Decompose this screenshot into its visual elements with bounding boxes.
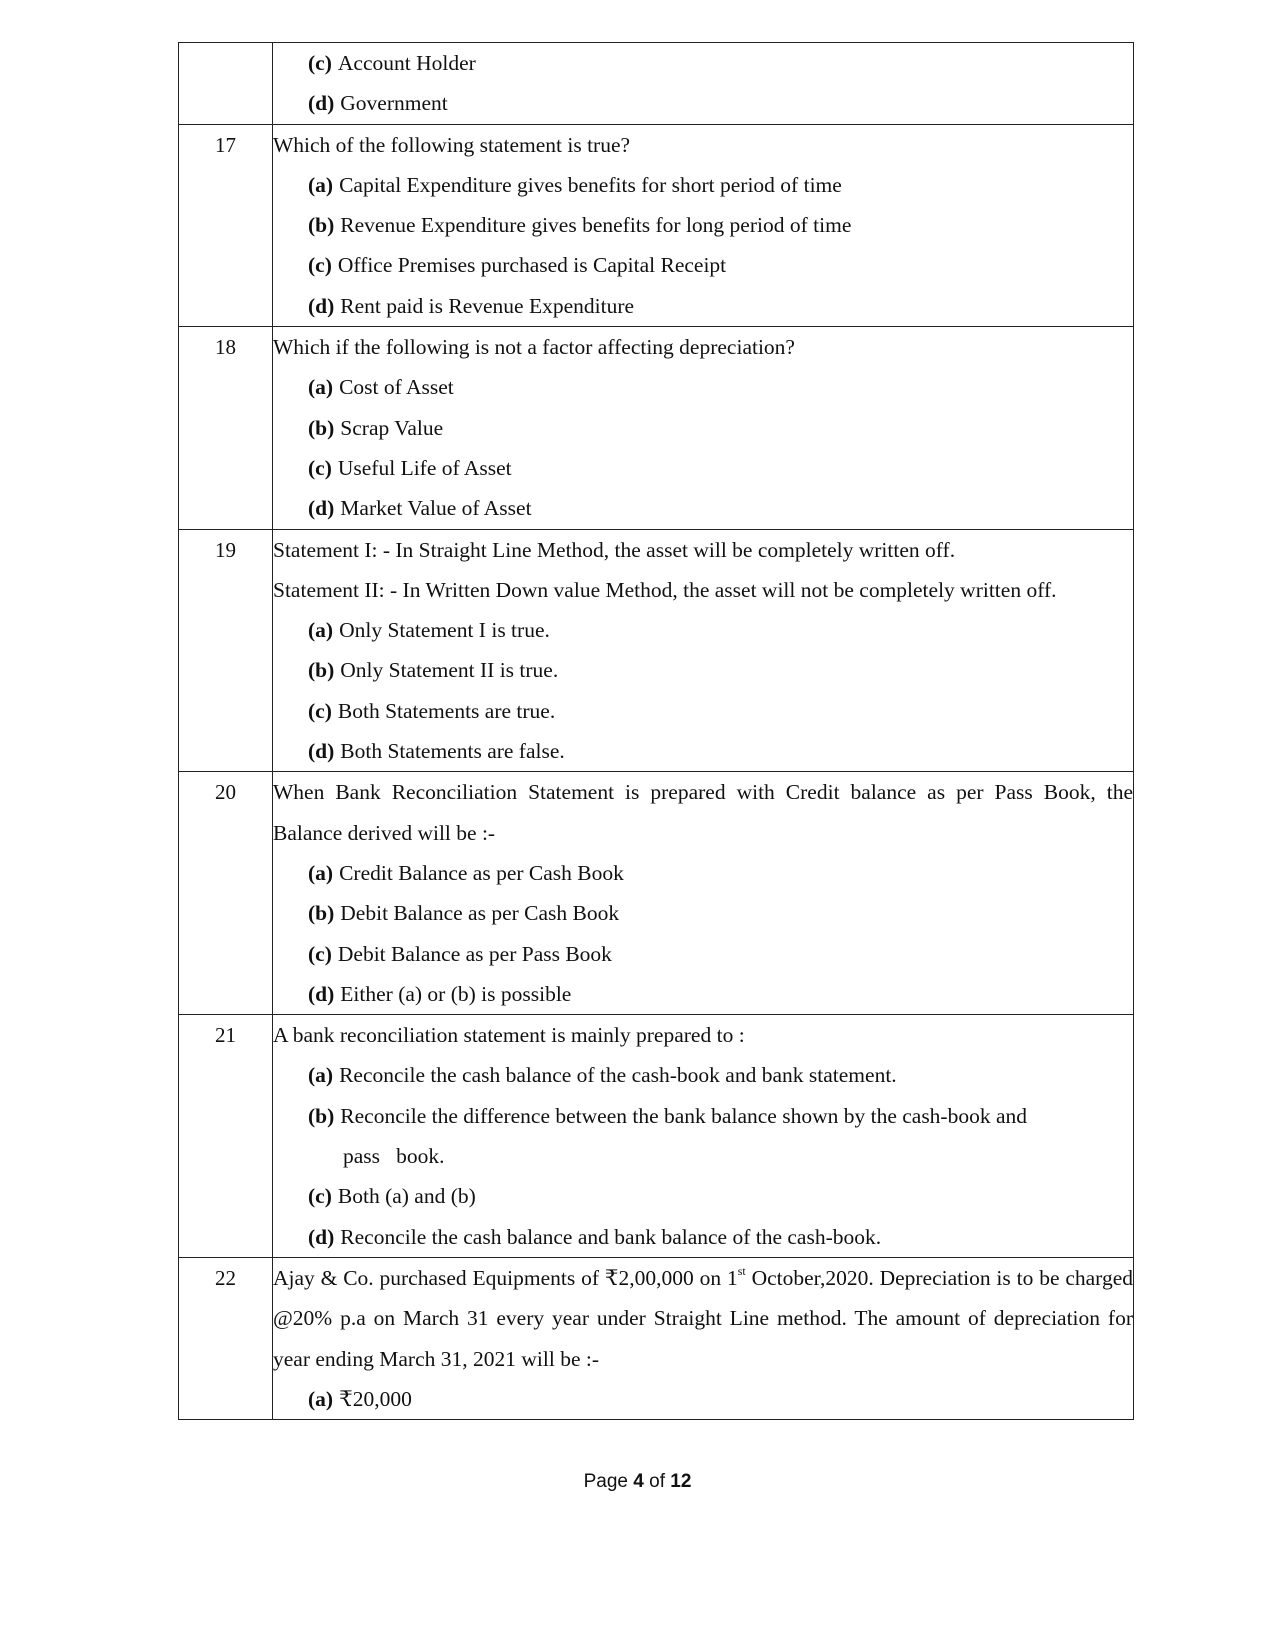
option-label: (a) <box>308 375 334 400</box>
option-label: (c) <box>308 455 332 480</box>
question-number: 22 <box>179 1257 273 1419</box>
option-item <box>273 1055 1133 1095</box>
option-label: (c) <box>308 941 332 966</box>
option-text: ₹20,000 <box>339 1386 412 1411</box>
question-body <box>273 529 1134 772</box>
option-item <box>273 1379 1133 1419</box>
option-text: Either (a) or (b) is possible <box>340 981 572 1006</box>
option-text: Both Statements are true. <box>337 698 556 723</box>
question-body <box>273 327 1134 529</box>
question-row <box>179 529 1134 772</box>
option-item <box>273 43 1133 83</box>
option-item <box>273 448 1133 488</box>
question-text-end: October,2020. Depreciation is to be charged @20% p.a on March 31 every year under Straight Line method. The amount of depreciation for year ending March 31, 2021 will be :- <box>273 1265 1133 1371</box>
option-text: Credit Balance as per Cash Book <box>339 860 624 885</box>
option-text: Debit Balance as per Pass Book <box>337 941 612 966</box>
option-item <box>273 165 1133 205</box>
option-label: (c) <box>308 698 332 723</box>
option-label: (b) <box>308 658 335 683</box>
question-body <box>273 124 1134 326</box>
option-label: (b) <box>308 1103 335 1128</box>
option-label: (a) <box>308 618 334 643</box>
question-body <box>273 772 1134 1015</box>
option-text: Only Statement I is true. <box>339 618 550 643</box>
question-row <box>179 772 1134 1015</box>
option-text: Rent paid is Revenue Expenditure <box>340 293 635 318</box>
question-text: Statement II: - In Written Down value Method, the asset will not be completely written off. <box>273 577 1057 602</box>
option-item <box>273 934 1133 974</box>
option-label: (d) <box>308 739 335 764</box>
option-text: Capital Expenditure gives benefits for short period of time <box>339 172 842 197</box>
option-text: Account Holder <box>337 51 476 75</box>
option-label: (d) <box>308 496 335 521</box>
question-row <box>179 1257 1134 1419</box>
option-text: Debit Balance as per Cash Book <box>340 901 620 926</box>
option-item <box>273 731 1133 771</box>
option-label: (d) <box>308 293 335 318</box>
question-number: 19 <box>179 529 273 772</box>
questions-table <box>178 42 1134 1420</box>
option-item <box>273 1217 1133 1257</box>
option-label: (a) <box>308 1063 334 1088</box>
option-text: Both Statements are false. <box>340 739 565 764</box>
option-text: Reconcile the cash balance and bank balance of the cash-book. <box>340 1224 882 1249</box>
question-text: Which of the following statement is true? <box>273 132 631 157</box>
option-text: Only Statement II is true. <box>340 658 559 683</box>
option-label: (b) <box>308 213 335 238</box>
option-label: (d) <box>308 981 335 1006</box>
question-text: Which if the following is not a factor affecting depreciation? <box>273 335 795 360</box>
question-number: 18 <box>179 327 273 529</box>
page-footer <box>0 1471 1275 1493</box>
option-text: Useful Life of Asset <box>337 455 512 480</box>
option-text: Office Premises purchased is Capital Receipt <box>337 253 727 278</box>
footer-prefix: Page <box>583 1471 634 1492</box>
option-item <box>273 853 1133 893</box>
question-text: Statement I: - In Straight Line Method, the asset will be completely written off. <box>273 537 956 562</box>
option-label: (a) <box>308 860 334 885</box>
option-label: (b) <box>308 415 335 440</box>
option-label: (c) <box>308 253 332 278</box>
question-row <box>179 327 1134 529</box>
footer-total-pages: 12 <box>670 1471 692 1492</box>
option-label: (c) <box>308 1184 332 1209</box>
question-number: 21 <box>179 1015 273 1258</box>
option-text: Revenue Expenditure gives benefits for long period of time <box>340 213 852 238</box>
question-row <box>179 43 1134 125</box>
option-text: Market Value of Asset <box>340 496 532 521</box>
question-text-start: Ajay & Co. purchased Equipments of ₹2,00,000 on 1 <box>273 1265 738 1290</box>
option-item <box>273 83 1133 123</box>
footer-middle: of <box>643 1471 671 1492</box>
option-label: (d) <box>308 1224 335 1249</box>
question-text: A bank reconciliation statement is mainly prepared to : <box>273 1023 745 1048</box>
question-text <box>273 1258 1133 1379</box>
option-item <box>273 1176 1133 1216</box>
option-text-continuation: pass book. <box>343 1144 445 1169</box>
question-row <box>179 1015 1134 1258</box>
question-row <box>179 124 1134 326</box>
option-text: Cost of Asset <box>339 375 454 400</box>
question-text: When Bank Reconciliation Statement is prepared with Credit balance as per Pass Book, the Balance derived will be :- <box>273 780 1133 845</box>
option-label: (b) <box>308 901 335 926</box>
option-text: Reconcile the difference between the bank balance shown by the cash-book and <box>340 1103 1028 1128</box>
option-item <box>273 893 1133 933</box>
option-item <box>273 205 1133 245</box>
option-label: (c) <box>308 51 332 75</box>
option-item <box>273 367 1133 407</box>
question-body <box>273 43 1134 125</box>
option-text: Reconcile the cash balance of the cash-book and bank statement. <box>339 1063 897 1088</box>
option-item <box>273 488 1133 528</box>
option-item <box>273 1096 1133 1136</box>
footer-current-page: 4 <box>633 1471 644 1492</box>
option-item <box>273 408 1133 448</box>
option-item <box>273 286 1133 326</box>
question-body <box>273 1257 1134 1419</box>
question-number: 20 <box>179 772 273 1015</box>
question-number <box>179 43 273 125</box>
option-item <box>273 974 1133 1014</box>
option-text: Both (a) and (b) <box>337 1184 476 1209</box>
option-label: (d) <box>308 91 335 116</box>
option-item <box>273 245 1133 285</box>
option-text: Government <box>340 91 448 116</box>
option-label: (a) <box>308 172 334 197</box>
ordinal-suffix: st <box>737 1263 746 1278</box>
question-number: 17 <box>179 124 273 326</box>
option-item <box>273 650 1133 690</box>
option-text: Scrap Value <box>340 415 444 440</box>
option-label: (a) <box>308 1386 334 1411</box>
option-item <box>273 610 1133 650</box>
question-body <box>273 1015 1134 1258</box>
option-item <box>273 691 1133 731</box>
